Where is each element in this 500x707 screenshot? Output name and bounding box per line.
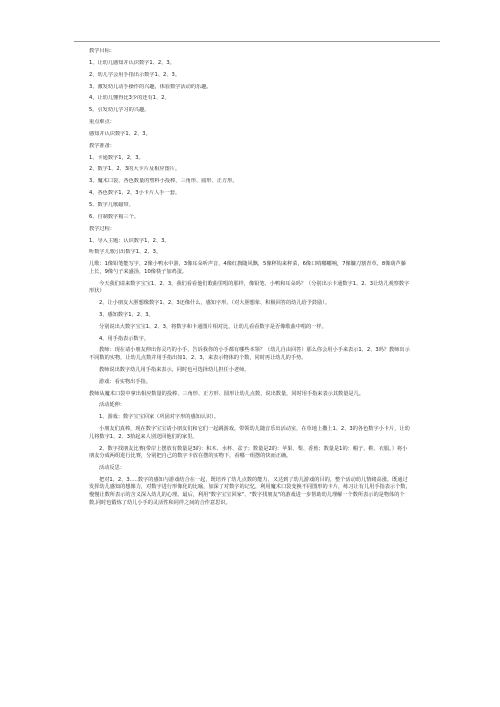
body-paragraph: 把对1、2、3.....数字的感知与游戏结合在一起，既培养了幼儿点数的能力，又达到了幼儿游戏的目的，整个活动幼儿情绪高涨。既通过发挥幼儿感知的想像力，对数字进行形像化的比喻，加深了对数字的记忆，利用魔术口袋变换不同图形的卡片，练习让有儿用手指表示个数，慢慢让数所表示的含义深入幼儿的心理。最后，利用"数字宝宝回家"、"数字找朋友"的游戏进一步帮助幼儿理解一个数所表示的是物体的个数,同时也锻炼了幼儿小手的灵活性和同伴之间的合作意思识。 [89, 476, 411, 506]
body-paragraph: 分别说出大数字宝宝1、2、3，将数字和卡通图片相对比，让幼儿看看数字是否像歌曲中唱的一样。 [99, 323, 327, 330]
objective-item: 4、让幼儿懂得比3少的还有1、2。 [89, 95, 170, 102]
section-heading-reflection: 活动反思： [99, 464, 125, 471]
preparation-item: 3、魔术口袋，各色数量的塑料小投棒，三角形、圆形、正方形。 [89, 178, 238, 185]
objective-item: 1、让幼儿感知并认识数字1、2、3。 [89, 59, 175, 66]
preparation-item: 6、自制数字箱三个。 [89, 213, 139, 220]
key-point-text: 感知并认识数字1、2、3。 [89, 130, 151, 137]
document-body [89, 48, 411, 511]
section-heading-extension: 活动延伸： [99, 402, 125, 409]
body-paragraph: 教师说出数字幼儿用手指来表示，同时也可选择幼儿担任小老师。 [99, 366, 250, 373]
body-paragraph: 2、让小朋友大胆想像数字1、2、3还像什么，感知字形。（对大胆想象、积极回答的幼儿给予鼓励）。 [99, 300, 331, 307]
body-paragraph: 教师：现在请小朋友伸出你灵巧的小手，告诉我你的小手都有哪些本领？（幼儿自由回答）那么你会用小手来表示1、2、3吗？教师出示不同数的实物，让幼儿点数并用手指出如1、2、3，来表示物体的个数，同时再让幼儿的手势。 [89, 347, 410, 362]
body-paragraph: 3、感知数字1、2、3。 [99, 311, 154, 318]
preparation-item: 2、数字1、2、3的大卡片及相应图片。 [89, 166, 181, 173]
body-paragraph: 小朋友们真棒，现在数字宝宝请小朋友们和它们一起跳游戏。带领幼儿随音乐出活动室，在草地上撒上1、2、3的各色数字小卡片，让幼儿将数字1、2、3拾起来人别送回他们的家里。 [89, 426, 410, 440]
preparation-item: 1、卡通数字1，2，3。 [89, 154, 144, 161]
section-heading-key-points: 重点难点： [89, 119, 115, 126]
header-rule [74, 41, 440, 42]
body-paragraph: 1、游戏：数字宝宝回家（巩固对字形的感知认识）。 [99, 414, 220, 421]
section-heading-preparation: 教学准备： [89, 142, 115, 149]
body-paragraph: 今天我们请来数字宝宝1、2、3，我们看看他们歌曲里唱的那样，像铅笔、小鸭和耳朵吗？（分别出示卡通数字1、2、3让幼儿观察数字形状） [89, 280, 410, 295]
objective-item: 2、幼儿学会用手指出示数字1、2、3。 [89, 71, 181, 78]
body-paragraph: 游戏：看实物出手指。 [99, 378, 151, 385]
section-heading-objectives: 教学目标： [89, 48, 115, 54]
preparation-item: 5、数字儿歌磁带。 [89, 201, 134, 208]
preparation-item: 4、各色数字1、2、3小卡片人手一套。 [89, 190, 181, 197]
objective-item: 5、引发幼儿学习的兴趣。 [89, 107, 150, 114]
objective-item: 3、激发幼儿动手操作的兴趣，体验数学活动的乐趣。 [89, 83, 212, 90]
section-heading-process: 教学过程： [89, 225, 115, 232]
process-step: 1、导入主题：认识数字1、2、3。 [89, 237, 170, 244]
process-step: 听数字儿歌引出数字1、2、3。 [89, 249, 162, 256]
body-paragraph: 2、数字找朋友比赛(带岸上摆放有数量是3的：积木、水杯、盆子；数量是2的：苹果、梨、香蕉；数量是1的：帽子、鞋、衣服。）将小朋友分成两组进行比赛，分别把自己的数字卡放在摆的实物下，看哪一组摆的快而正确。 [89, 445, 408, 460]
body-paragraph: 4、用手指表示数字。 [99, 335, 149, 342]
body-paragraph: 儿歌：1像铅笔能写字，2像小鸭水中游，3像耳朵听声音，4像红旗随风飘，5像秤钩来秤菜，6像口哨嘟嘟响，7像镰刀割青草，8像葫芦藤上长，9像勺子来盛汤，10像筷子加鸡蛋。 [89, 261, 406, 275]
body-paragraph: 教师从魔术口袋中拿出相应数量的投棒、三角形、正方形、圆形让幼儿点数，说出数量，同时用手指来表示其数量是几。 [89, 390, 364, 397]
